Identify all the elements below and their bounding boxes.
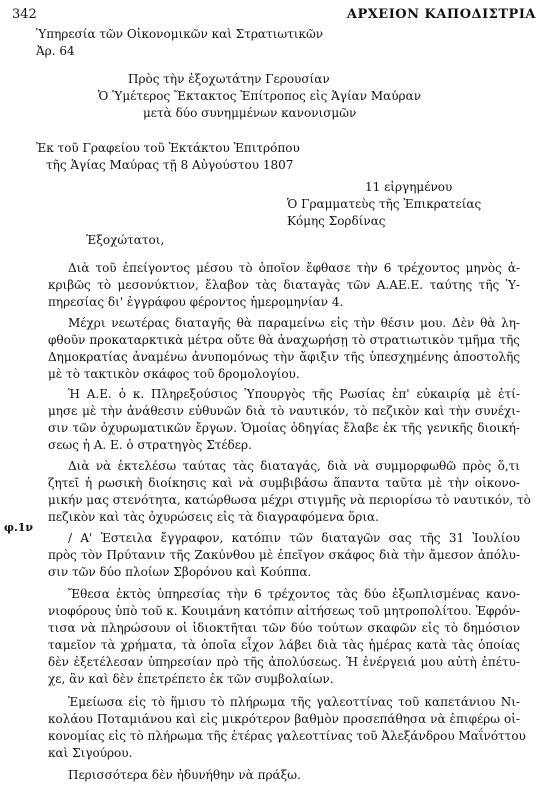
paragraph-line: / Α' Ἐστειλα ἔγγραφον, κατόπιν τῶν διαταγῶν σας τῆς 31 Ἰουλίου [68,531,520,545]
paragraph-line: φθοῦν προκαταρκτικὰ μέτρα οὔτε θὰ ἀναχωρήσῃ τὸ στρατιωτικὸν τμῆμα τῆς [48,333,520,347]
paragraph-line: μικήν μας στενότητα, κατώρθωσα μέχρι στιγμῆς νὰ περιορίσω τὸ ναυτικόν, τὸ [48,493,531,507]
date-line: τῆς Ἁγίας Μαύρας τῇ 8 Αὐγούστου 1807 [46,158,294,172]
paragraph-line: σιν τῶν ὀχυρωματικῶν ἔργων. Ὁμοίας ὁδηγίας ἔλαβε ἐκ τῆς γενικῆς διοική- [48,421,520,435]
paragraph-line: πηρεσίας δι' ἐγγράφου φέροντος ἡμερομηνίαν 4. [48,295,344,309]
paragraph-line: μησε μὲ τὴν ἀνάθεσιν εὐθυνῶν διὰ τὸ ναυτικόν, τὸ πεζικὸν καὶ τὴν συνέχι- [48,404,520,418]
paragraph-line: Ἔθεσα ἐκτὸς ὑπηρεσίας τὴν 6 τρέχοντος τὰς δύο ἐξωπλισμένας κανο- [68,587,520,601]
paragraph-line: μὲ τὸ τακτικὸν σκάφος τοῦ δρομολογίου. [48,367,300,381]
paragraph-line: Διὰ τοῦ ἐπείγοντος μέσου τὸ ὁποῖον ἔφθασε τὴν 6 τρέχοντος μηνὸς ἀ- [68,261,520,275]
paragraph-line: Ἐμείωσα εἰς τὸ ἥμισυ τὸ πλήρωμα τῆς γαλεοττίνας τοῦ καπετάνιου Νι- [68,695,520,709]
paragraph-line: τισα νὰ πληρώσουν οἱ ἰδιοκτῆται τῶν δύο τούτων σκαφῶν εἰς τὸ δημόσιον [48,621,520,635]
origin-line: Ἐκ τοῦ Γραφείου τοῦ Ἐκτάκτου Ἐπιτρόπου [36,141,300,155]
secretary-title: Ὁ Γραμματεὺς τῆς Ἐπικρατείας [287,197,482,211]
paragraph-line: νιοφόρους ὑπὸ τοῦ κ. Κουιμάνη κατόπιν αἰτήσεως τοῦ μητροπολίτου. Ἐφρόν- [48,604,520,618]
paragraph-line: Ἡ Α.Ε. ὁ κ. Πληρεξούσιος Ὑπουργὸς τῆς Ρωσίας ἐπ' εὐκαιρίᾳ μὲ ἐτί- [68,387,520,401]
paragraph-line: σεως ἡ Α. Ε. ὁ στρατηγὸς Στέδερ. [48,438,252,452]
paragraph-line: Μέχρι νεωτέρας διαταγῆς θὰ παραμείνω εἰς τὴν θέσιν μου. Δὲν θὰ λη- [68,316,520,330]
paragraph-line: δὲν ἐξετέλεσαν ὑπηρεσίαν πρὸ τῆς ἀπολύσεως. Ἡ ἐνέργειά μου αὐτὴ ἐπέτυ- [48,655,520,669]
paragraph-line: ταμεῖον τὰ χρήματα, τὰ ὁποῖα εἶχον λάβει διὰ τὰς ἡμέρας κατὰ τὰς ὁποίας [48,638,520,652]
salutation: Ἐξοχώτατοι, [86,233,165,247]
paragraph-line: κολάου Ποταμιάνου καὶ εἰς μικρότερον βαθμὸν προσεπάθησα νὰ ἐπιφέρω οἰ- [48,712,520,726]
paragraph-line: χε, ἂν καὶ δὲν ἐπετρέπετο ἐκ τῶν συμβολαίων. [48,672,334,686]
margin-folio-note: φ.1ν [4,521,34,534]
paragraph-line: πεζικὸν καὶ τὰς ὀχυρώσεις εἰς τὰ διαγραφόμενα ὅρια. [48,510,379,524]
running-title: ΑΡΧΕΙΟΝ ΚΑΠΟΔΙΣΤΡΙΑ [346,7,536,22]
closing-line: Περισσότερα δὲν ἠδυνήθην νὰ πράξω. [68,768,301,782]
office-line: Ὑπηρεσία τῶν Οἰκονομικῶν καὶ Στρατιωτικῶν [36,27,324,41]
paragraph-line: κριβῶς τὸ μεσονύκτιον, ἔλαβον τὰς διαταγὰς τῶν Α.ΑΕ.Ε. ταύτης τῆς Ὑ- [48,278,520,292]
paragraph-line: κονομίας εἰς τὸ πλήρωμα τῆς ἑτέρας γαλεοττίνας τοῦ Ἀλεξάνδρου Μαΐνόττου [48,729,526,743]
paragraph-line: ζητεῖ ἡ ρωσικὴ διοίκησις καὶ νὰ συμβιβάσω ἅπαντα ταῦτα μὲ τὴν οἰκονο- [48,476,520,490]
date-note: 11 εἰργημένου [365,180,453,194]
paragraph-line: καὶ Σιγούρου. [48,746,133,760]
paragraph-line: πρὸς τὸν Πρύτανιν τῆς Ζακύνθου μὲ ἐπεῖγον σκάφος διὰ τὴν ἄμεσον ἀπόλυ- [48,548,520,562]
paragraph-line: σιν τῶν δύο πλοίων Σβορόνου καὶ Κούππα. [48,565,312,579]
secretary-name: Κόμης Σορδίνας [287,214,386,228]
addressee-line: Πρὸς τὴν ἐξοχωτάτην Γερουσίαν [128,72,330,86]
paragraph-line: Διὰ νὰ ἐκτελέσω ταύτας τὰς διαταγάς, διὰ νὰ συμμορφωθῶ πρὸς ὅ,τι [68,459,520,473]
paragraph-line: Δημοκρατίας ἀναμένω ἀνυπομόνως τὴν ἄφιξιν τῆς ὑπεσχημένης ἀποστολῆς [48,350,520,364]
page-number: 342 [12,7,37,22]
enclosures-line: μετὰ δύο συνημμένων κανονισμῶν [143,106,357,120]
sender-line: Ὁ Ὑμέτερος Ἔκτακτος Ἐπίτροπος εἰς Ἁγίαν Μαύραν [98,89,422,103]
reference-number: Ἀρ. 64 [36,44,75,58]
